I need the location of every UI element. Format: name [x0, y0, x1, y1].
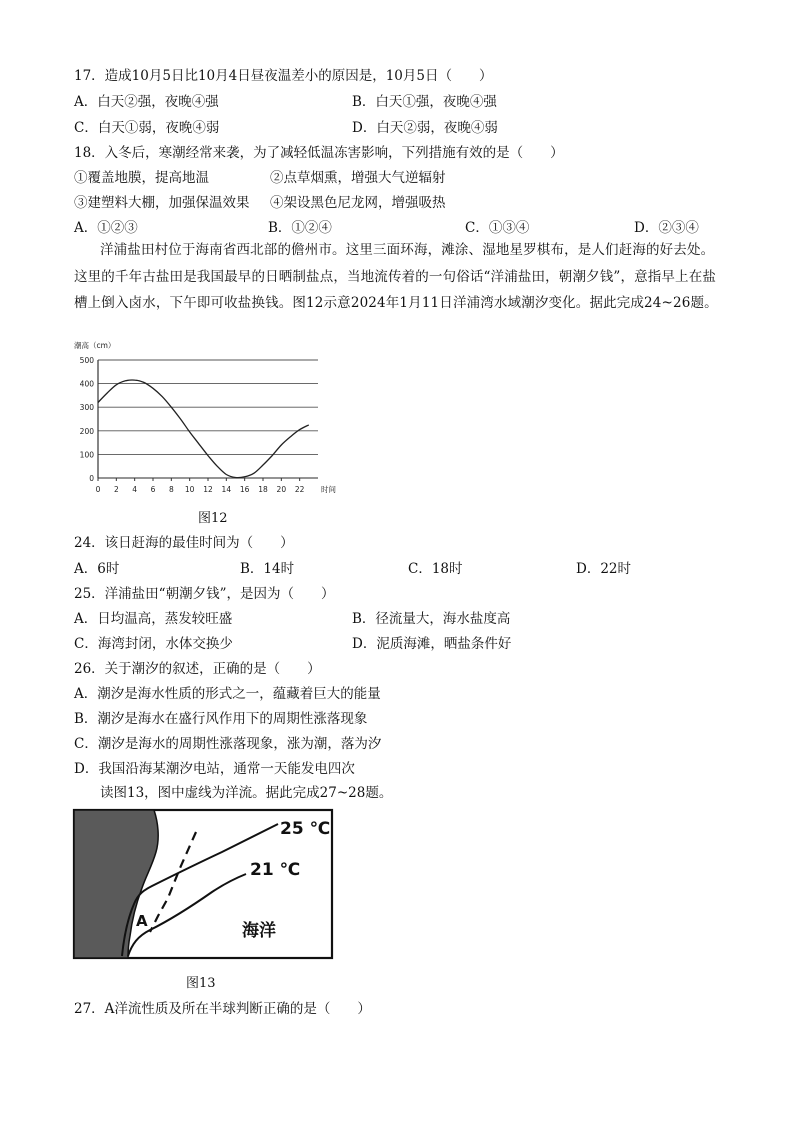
- q18-option-a: A．①②③: [74, 220, 138, 236]
- tide-chart: [70, 338, 350, 500]
- q24-stem: 24．该日赶海的最佳时间为（ ）: [74, 535, 294, 551]
- passage-yangpu: 洋浦盐田村位于海南省西北部的儋州市。这里三面环海，滩涂、湿地星罗棋布，是人们赶海的好去处。这里的千年古盐田是我国最早的日晒制盐点，当地流传着的一句俗话“洋浦盐田，朝潮夕钱”，意指早上在盐槽上倒入卤水，下午即可收盐换钱。图12示意2024年1月11日洋浦湾水域潮汐变化。据此完成24~26题。: [74, 242, 718, 311]
- q18-item-2: ②点草烟熏，增强大气逆辐射: [270, 170, 446, 186]
- label-25c: 25 ℃: [280, 819, 331, 839]
- x-tick-label: 0: [95, 485, 101, 494]
- q17-option-c: C．白天①弱，夜晚④弱: [74, 120, 220, 136]
- q18-item-4: ④架设黑色尼龙网，增强吸热: [270, 195, 446, 211]
- x-tick-label: 10: [184, 485, 195, 494]
- q25-option-d: D．泥质海滩，晒盐条件好: [352, 636, 512, 652]
- y-axis-title: 潮高（cm）: [74, 341, 116, 350]
- q24-option-d: D．22时: [576, 561, 632, 577]
- figure13-caption: 图13: [186, 976, 216, 991]
- x-tick-label: 18: [258, 485, 268, 494]
- x-tick-label: 2: [113, 485, 119, 494]
- label-ocean: 海洋: [242, 921, 276, 941]
- label-21c: 21 ℃: [250, 860, 301, 880]
- q24-option-b: B．14时: [240, 561, 295, 577]
- q26-option-a: A．潮汐是海水性质的形式之一，蕴藏着巨大的能量: [74, 686, 381, 702]
- x-axis-title: 时间: [321, 485, 336, 494]
- y-tick-label: 300: [79, 403, 94, 413]
- tide-series-line: [98, 380, 309, 478]
- q18-item-3: ③建塑料大棚，加强保温效果: [74, 195, 250, 211]
- q27-stem: 27．A洋流性质及所在半球判断正确的是（ ）: [74, 1001, 371, 1017]
- x-tick-label: 22: [294, 485, 305, 494]
- q17-option-a: A．白天②强，夜晚④强: [74, 94, 219, 110]
- y-tick-label: 200: [79, 426, 94, 436]
- q18-stem: 18．入冬后，寒潮经常来袭，为了减轻低温冻害影响，下列措施有效的是（ ）: [74, 145, 564, 161]
- y-tick-label: 100: [79, 450, 94, 460]
- q25-option-b: B．径流量大，海水盐度高: [352, 611, 511, 627]
- label-a: A: [136, 912, 148, 930]
- q24-option-c: C．18时: [408, 561, 463, 577]
- ocean-current-map: [72, 808, 334, 960]
- q24-option-a: A．6时: [74, 561, 120, 577]
- passage-figure13: 读图13，图中虚线为洋流。据此完成27~28题。: [100, 785, 393, 801]
- x-tick-label: 20: [276, 485, 287, 494]
- y-tick-label: 500: [79, 356, 94, 365]
- q26-option-b: B．潮汐是海水在盛行风作用下的周期性涨落现象: [74, 711, 368, 727]
- x-tick-label: 4: [132, 485, 138, 494]
- q25-option-a: A．日均温高，蒸发较旺盛: [74, 611, 233, 627]
- q18-item-1: ①覆盖地膜，提高地温: [74, 170, 209, 186]
- q25-stem: 25．洋浦盐田“朝潮夕钱”，是因为（ ）: [74, 586, 335, 602]
- q18-option-b: B．①②④: [268, 220, 332, 236]
- q18-option-d: D．②③④: [634, 220, 699, 236]
- q26-stem: 26．关于潮汐的叙述，正确的是（ ）: [74, 661, 321, 677]
- q26-option-c: C．潮汐是海水的周期性涨落现象，涨为潮，落为汐: [74, 736, 382, 752]
- y-tick-label: 400: [79, 379, 94, 389]
- x-tick-label: 6: [150, 485, 156, 494]
- q17-stem: 17．造成10月5日比10月4日昼夜温差小的原因是，10月5日（ ）: [74, 68, 493, 84]
- q26-option-d: D．我国沿海某潮汐电站，通常一天能发电四次: [74, 761, 355, 777]
- y-tick-label: 0: [89, 474, 94, 483]
- q17-option-b: B．白天①强，夜晚④强: [352, 94, 497, 110]
- q25-option-c: C．海湾封闭，水体交换少: [74, 636, 233, 652]
- x-tick-label: 12: [203, 485, 213, 494]
- q17-option-d: D．白天②弱，夜晚④弱: [352, 120, 498, 136]
- x-tick-label: 14: [221, 485, 232, 494]
- figure12-caption: 图12: [198, 511, 228, 526]
- q18-option-c: C．①③④: [465, 220, 530, 236]
- x-tick-label: 16: [239, 485, 250, 494]
- x-tick-label: 8: [168, 485, 174, 494]
